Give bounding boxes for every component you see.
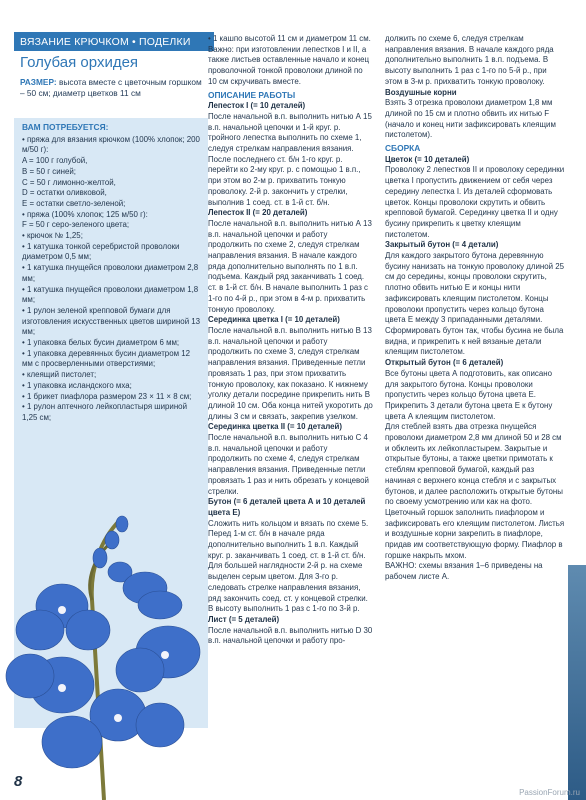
section-heading: ОПИСАНИЕ РАБОТЫ	[208, 89, 296, 100]
material-item: B = 50 г синей;	[22, 166, 76, 176]
page-number: 8	[14, 773, 23, 790]
subsection-heading: Лепесток I (= 10 деталей)	[208, 101, 306, 111]
subsection-heading: Лист (= 5 деталей)	[208, 614, 280, 624]
subsection-heading: Серединка цветка I (= 10 деталей)	[208, 315, 340, 325]
instructions-column	[208, 34, 373, 647]
material-item: • 1 упаковка белых бусин диаметром 6 мм;	[22, 338, 180, 348]
paragraph: • 1 кашпо высотой 11 см и диаметром 11 см.	[208, 34, 371, 43]
size-label: РАЗМЕР:	[20, 77, 57, 87]
page-edge-decoration	[568, 565, 586, 800]
paragraph: После начальной в.п. выполнить нитью B 13 в.п. начальной цепочки и работу продолжить по схеме 3, следуя стрелкам направления вязания. Приведенные петли провязать 1 раз, при этом прихватить тонкую проволоку, как показано. К нижнему уголку детали посредине прикрепить нить B длиной 10 см. Оба конца нитей укоротить до длины 3 см и связать, закрепив узелком.	[208, 325, 373, 421]
paragraph: После начальной в.п. выполнить нитью А 13 в.п. начальной цепочки и работу продолжить по схеме 2, следуя стрелкам направления вязания. В начале каждого ряда дополнительно выполнять по 1 в.п. подъема. Каждый ряд заканчивать 1 соед. ст. в 1-й ст. б/н. В начале выполнить 1 раз с 1-го по 4-й р., при этом в 4-м р. прихватить тонкую проволоку.	[208, 218, 372, 314]
materials-heading: ВАМ ПОТРЕБУЕТСЯ:	[22, 122, 109, 132]
paragraph: Все бутоны цвета А подготовить, как описано для закрытого бутона. Концы проволоки пропустить через кольцо бутона цвета E. Прикрепить 3 детали бутона цвета E к бутону цвета А клеящим пистолетом.	[385, 368, 553, 421]
assembly-column	[385, 34, 565, 583]
material-item: • 1 катушка пнущейся проволоки диаметром 1,8 мм;	[22, 284, 199, 305]
subsection-heading: Лепесток II (= 20 деталей)	[208, 208, 308, 218]
material-item: • пряжа (100% хлопок; 125 м/50 г):	[22, 209, 148, 219]
category-bar: ВЯЗАНИЕ КРЮЧКОМ • ПОДЕЛКИ	[14, 32, 214, 51]
site-watermark: PassionForum.ru	[519, 788, 580, 797]
material-item: D = остатки оливковой,	[22, 188, 107, 198]
paragraph: Сложить нить кольцом и вязать по схеме 5. Перед 1-м ст. б/н в начале ряда дополнительно выполнить 1 в.п. Каждый круг. р. заканчивать 1 соед. ст. в 1-й ст. б/н. Для большей наглядности 2-й р. на схеме выделен серым цветом. Для 3-го р. следовать стрелке направления вязания, ряд закончить соед. ст. у концевой стрелки. В высоту выполнить 1 раз с 1-го по 3-й р.	[208, 518, 369, 614]
header-column	[14, 32, 202, 98]
material-item: • 1 упаковка исландского мха;	[22, 380, 132, 390]
paragraph: Взять 3 отрезка проволоки диаметром 1,8 мм длиной по 15 см и плотно обвить их нитью F (начало и конец нити зафиксировать клеящим пистолетом).	[385, 98, 556, 140]
material-item: • 1 рулон аптечного лейкопластыря шириной 1,25 см;	[22, 402, 187, 422]
subsection-heading: Закрытый бутон (= 4 детали)	[385, 240, 499, 250]
paragraph: должить по схеме 6, следуя стрелкам направления вязания. В начале каждого ряда дополнительно выполнить 1 в.п. подъема. В высоту выполнить 1 раз с 1-го по 5-й р., при этом в 3-м р. прихватить тонкую проволоку.	[385, 34, 554, 86]
subsection-heading: Воздушные корни	[385, 87, 457, 97]
material-item: • 1 упаковка деревянных бусин диаметром 12 мм с просверленными отверстиями;	[22, 348, 190, 369]
paragraph: Проволоку 2 лепестков II и проволоку серединки цветка I пропустить движением от себя через середину лепестка I. Из деталей сформовать цветок. Концы проволоки скрутить и обвить крепповой бумагой. Серединку цветка II и одну бусину прикрепить к цветку клеящим пистолетом.	[385, 165, 565, 239]
material-item: A = 100 г голубой,	[22, 156, 88, 166]
paragraph: Для стеблей взять два отрезка пнущейся проволоки диаметром 2,8 мм длиной 50 и 28 см и обклеить их лейкопластырем. Закрытые и открытые бутоны, а также цветки примотать к стеблям крепповой бумагой, каждый раз начиная с верхнего конца стебля и с закрытых бутонов, и далее расположить открытые бутоны по своему усмотрению или как на фото. Цветочный горшок заполнить пиафлором и зафиксировать его клеящим пистолетом. Листья и воздушные корни закрепить в пиафлоре, придав им соответствующую форму. Пиафлор в горшке накрыть мхом.	[385, 422, 565, 560]
material-item: F = 50 г серо-зеленого цвета;	[22, 220, 130, 230]
material-item: C = 50 г лимонно-желтой,	[22, 177, 116, 187]
subsection-heading: Серединка цветка II (= 10 деталей)	[208, 422, 343, 432]
material-item: E = остатки светло-зеленой;	[22, 198, 126, 208]
paragraph: После начальной в.п. выполнить нитью C 4 в.п. начальной цепочки и работу продолжить по схеме 4, следуя стрелкам направления вязания. Приведенные петли провязать 1 раз и нить обрезать у концевой стрелки.	[208, 433, 369, 496]
materials-list	[22, 122, 202, 424]
material-item: • клеящий пистолет;	[22, 370, 97, 380]
paragraph: Для каждого закрытого бутона деревянную бусину нанизать на тонкую проволоку длиной 25 см до середины, концы проволоки скрутить, плотно обвить нитью E и концы нити зафиксировать клеящим пистолетом. Концы проволоки пропустить через кольцо бутона цвета E между 3 припаданными деталями. Сформировать бутон так, чтобы бусина не была видна, и прикрепить к ней вязаные детали клеящим пистолетом.	[385, 251, 564, 357]
material-item: • крючок № 1,25;	[22, 231, 83, 241]
page-title: Голубая орхидея	[20, 54, 139, 71]
material-item: • 1 брикет пиафлора размером 23 × 11 × 8 см;	[22, 391, 192, 401]
paragraph: ВАЖНО: схемы вязания 1–6 приведены на рабочем листе А.	[385, 561, 543, 582]
paragraph: После начальной в.п. выполнить нитью А 15 в.п. начальной цепочки и 1-й круг. р. тройного лепестка выполнить по схеме 1, следуя стрелкам направления вязания. После последнего ст. б/н 1-го круг. р. перейти ко 2-му круг. р. с помощью 1 в.п., при этом во 2-м р. прихватить тонкую проволоку. 2-й р. закончить у стрелки, выполнив 1 соед. ст. в 1-й ст. б/н.	[208, 111, 372, 207]
subsection-heading: Бутон (= 6 деталей цвета А и 10 деталей цвета Е)	[208, 497, 366, 517]
material-item: • пряжа для вязания крючком (100% хлопок; 200 м/50 г):	[22, 134, 200, 155]
paragraph: Важно: при изготовлении лепестков I и II, а также листьев оставленные начало и конец проволочной тонкой проволоки длиной по 10 см скручивать вместе.	[208, 44, 370, 86]
orchid-photo	[0, 480, 215, 800]
paragraph: После начальной в.п. выполнить нитью D 30 в.п. начальной цепочки и работу про-	[208, 625, 373, 646]
material-item: • 1 катушка тонкой серебристой проволоки диаметром 0,5 мм;	[22, 241, 180, 262]
subsection-heading: Открытый бутон (= 6 деталей)	[385, 358, 504, 368]
material-item: • 1 рулон зеленой крепповой бумаги для изготовления искусственных цветов шириной 13 мм;	[22, 305, 201, 337]
section-heading: СБОРКА	[385, 143, 421, 154]
size-text: высота вместе с цветочным горшком – 50 см; диаметр цветков 11 см	[20, 77, 202, 98]
material-item: • 1 катушка пнущейся проволоки диаметром 2,8 мм;	[22, 263, 199, 283]
subsection-heading: Цветок (= 10 деталей)	[385, 154, 470, 164]
size-info	[20, 77, 202, 98]
